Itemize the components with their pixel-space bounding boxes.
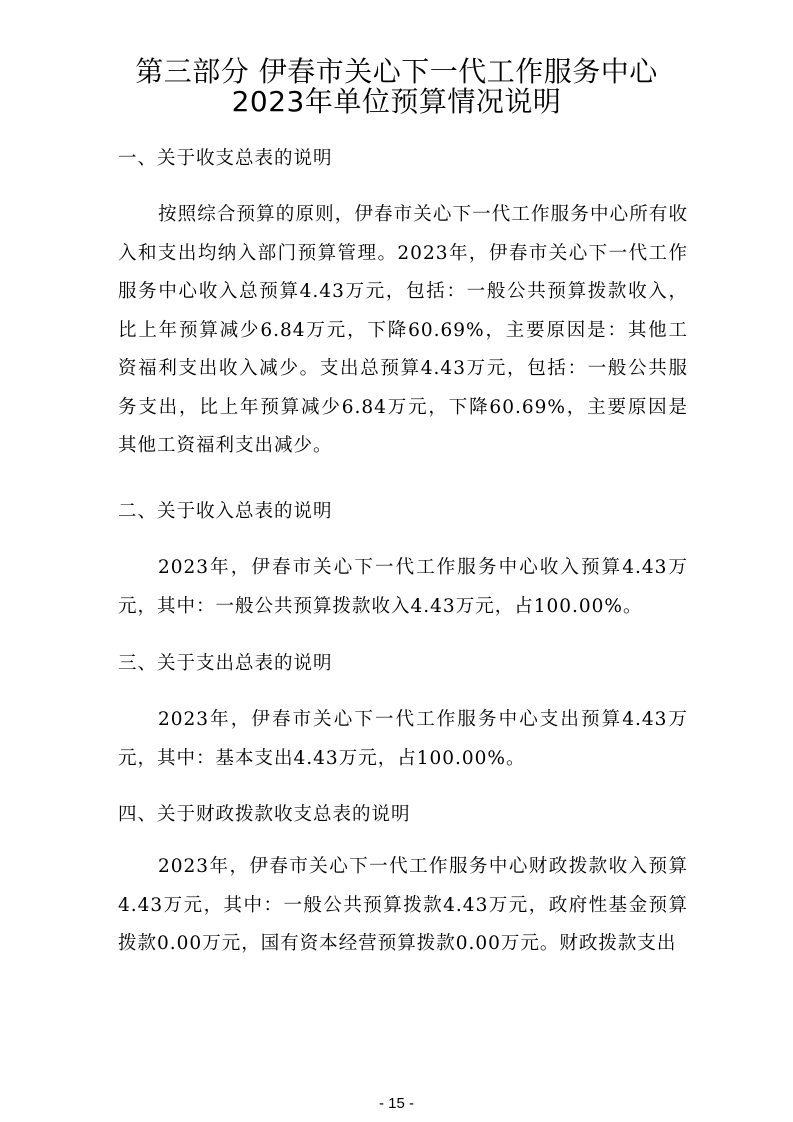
section-heading-expenditure-summary: 三、关于支出总表的说明 bbox=[118, 653, 333, 674]
page-title-line2: 2023年单位预算情况说明 bbox=[231, 85, 562, 118]
section-body-income-summary: 2023年，伊春市关心下一代工作服务中心收入预算4.43万元，其中：一般公共预算拨款收入4.43万元，占100.00%。 bbox=[118, 557, 688, 617]
page-title-line1: 第三部分 伊春市关心下一代工作服务中心 bbox=[135, 55, 658, 88]
section-heading-income-summary: 二、关于收入总表的说明 bbox=[118, 501, 333, 522]
section-body-expenditure-summary: 2023年，伊春市关心下一代工作服务中心支出预算4.43万元，其中：基本支出4.43万元，占100.00%。 bbox=[118, 709, 688, 769]
page-number: - 15 - bbox=[378, 1095, 414, 1112]
section-heading-fiscal-appropriation-summary: 四、关于财政拨款收支总表的说明 bbox=[118, 804, 411, 825]
section-heading-income-expenditure-summary: 一、关于收支总表的说明 bbox=[118, 148, 333, 169]
section-body-income-expenditure-summary: 按照综合预算的原则，伊春市关心下一代工作服务中心所有收入和支出均纳入部门预算管理。2023年，伊春市关心下一代工作服务中心收入总预算4.43万元，包括：一般公共预算拨款收入，比上年预算减少6.84万元，下降60.69%，主要原因是：其他工资福利支出收入减少。支出总预算4.43万元，包括：一般公共服务支出，比上年预算减少6.84万元，下降60.69%，主要原因是其他工资福利支出减少。 bbox=[118, 204, 688, 456]
section-body-fiscal-appropriation-summary: 2023年，伊春市关心下一代工作服务中心财政拨款收入预算4.43万元，其中：一般公共预算拨款4.43万元，政府性基金预算拨款0.00万元，国有资本经营预算拨款0.00万元。财政拨款支出 bbox=[118, 856, 688, 954]
